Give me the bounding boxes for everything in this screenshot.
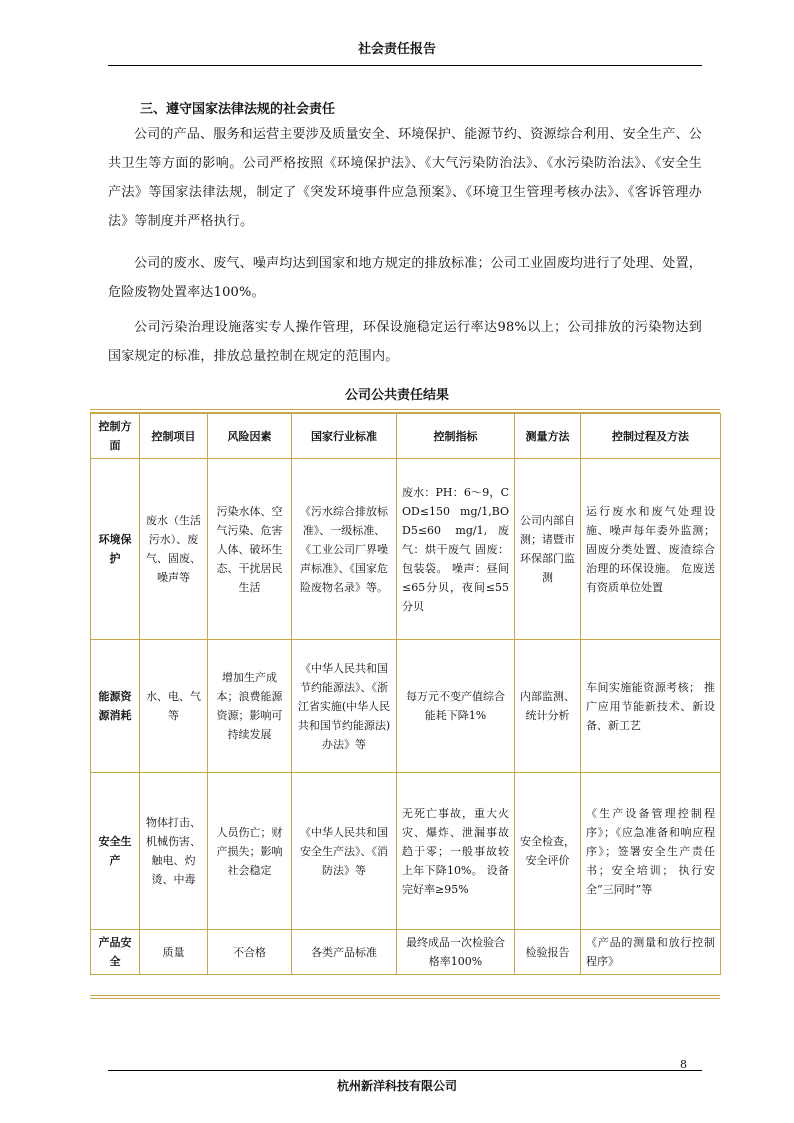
cell-method: 内部监测、统计分析: [515, 640, 581, 773]
table-row: [91, 640, 721, 773]
header-risk: 风险因素: [208, 414, 292, 459]
header-divider: [108, 65, 702, 66]
cell-method: 公司内部自测；诸暨市环保部门监测: [515, 459, 581, 640]
header-item: 控制项目: [140, 414, 208, 459]
table-row: [91, 930, 721, 975]
cell-process: 《生产设备管理控制程序》；《应急准备和响应程序》；签署安全生产责任书；安全培训； 执行安全“三同时”等: [581, 773, 721, 930]
header-aspect: 控制方面: [91, 414, 140, 459]
cell-process: 《产品的测量和放行控制程序》: [581, 930, 721, 975]
cell-indicator: 无死亡事故，重大火灾、爆炸、泄漏事故趋于零；一般事故较上年下降10%。 设备完好率≥95%: [397, 773, 515, 930]
cell-standard: 《中华人民共和国安全生产法》、《消防法》等: [292, 773, 397, 930]
cell-aspect: 环境保护: [91, 459, 140, 640]
cell-aspect: 安全生产: [91, 773, 140, 930]
cell-method: 安全检查，安全评价: [515, 773, 581, 930]
paragraph-1: 公司的产品、服务和运营主要涉及质量安全、环境保护、能源节约、资源综合利用、安全生产、公共卫生等方面的影响。公司严格按照《环境保护法》、《大气污染防治法》、《水污染防治法》、《安全生产法》等国家法律法规，制定了《突发环境事件应急预案》、《环境卫生管理考核办法》、《客诉管理办法》等制度并严格执行。: [108, 127, 702, 229]
page-number: 8: [680, 1058, 687, 1071]
cell-indicator: 每万元不变产值综合能耗下降1%: [397, 640, 515, 773]
cell-standard: 《污水综合排放标准》、一级标准、《工业公司厂界噪声标准》、《国家危险废物名录》等。: [292, 459, 397, 640]
cell-risk: 污染水体、空气污染、危害人体、破坏生态、干扰居民生活: [208, 459, 292, 640]
table-title: 公司公共责任结果: [344, 388, 449, 403]
header-standard: 国家行业标准: [292, 414, 397, 459]
cell-indicator: 废水：PH：6～9，COD≤150 mg/1,BOD5≤60 mg/1,废气：烘干废气 固废：包装袋。 噪声：昼间≤65分贝，夜间≤55分贝: [397, 459, 515, 640]
header-method: 测量方法: [515, 414, 581, 459]
cell-risk: 增加生产成本；浪费能源资源；影响可持续发展: [208, 640, 292, 773]
cell-item: 水、电、气等: [140, 640, 208, 773]
cell-process: 运行废水和废气处理设施、噪声每年委外监测； 固废分类处置、废渣综合治理的环保设施。 危废送有资质单位处置: [581, 459, 721, 640]
cell-risk: 不合格: [208, 930, 292, 975]
table-row: [91, 459, 721, 640]
cell-item: 物体打击、机械伤害、触电、灼烫、中毒: [140, 773, 208, 930]
footer-company-name: 杭州新洋科技有限公司: [336, 1079, 457, 1093]
cell-standard: 各类产品标准: [292, 930, 397, 975]
report-header-title: 社会责任报告: [357, 42, 436, 57]
cell-item: 质量: [140, 930, 208, 975]
table-header-row: [91, 414, 721, 459]
cell-method: 检验报告: [515, 930, 581, 975]
table-row: [91, 773, 721, 930]
cell-item: 废水（生活污水）、废气、固废、噪声等: [140, 459, 208, 640]
cell-process: 车间实施能资源考核； 推广应用节能新技术、新设备、新工艺: [581, 640, 721, 773]
header-process: 控制过程及方法: [581, 414, 721, 459]
paragraph-2: 公司的废水、废气、噪声均达到国家和地方规定的排放标准；公司工业固废均进行了处理、处置，危险废物处置率达100%。: [108, 256, 702, 300]
cell-standard: 《中华人民共和国节约能源法》、《浙江省实施(中华人民共和国节约能源法)办法》等: [292, 640, 397, 773]
responsibility-table-container: [90, 409, 720, 999]
paragraph-3: 公司污染治理设施落实专人操作管理，环保设施稳定运行率达98%以上；公司排放的污染物达到国家规定的标准，排放总量控制在规定的范围内。: [108, 320, 702, 364]
cell-risk: 人员伤亡；财产损失；影响社会稳定: [208, 773, 292, 930]
cell-aspect: 能源资源消耗: [91, 640, 140, 773]
responsibility-table: [90, 413, 721, 975]
footer-divider: [108, 1070, 702, 1071]
cell-aspect: 产品安全: [91, 930, 140, 975]
header-indicator: 控制指标: [397, 414, 515, 459]
section-heading: 三、遵守国家法律法规的社会责任: [140, 102, 336, 117]
cell-indicator: 最终成品一次检验合格率100%: [397, 930, 515, 975]
